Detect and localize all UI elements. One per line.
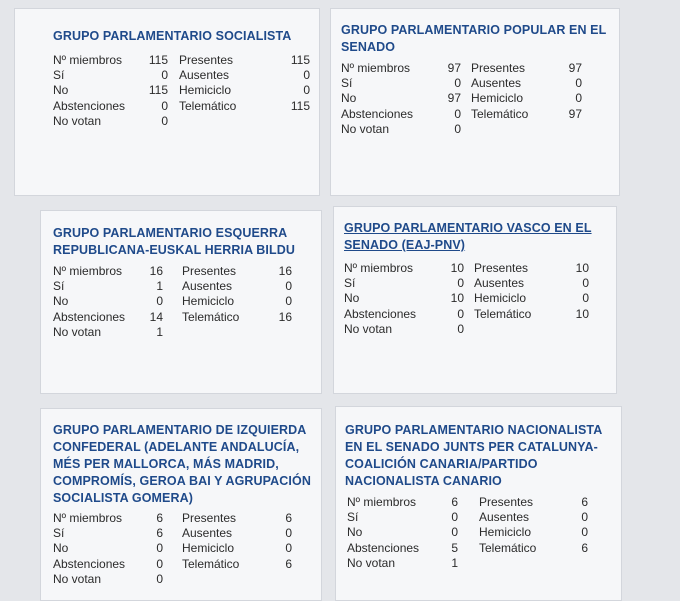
- stat-value: 97: [447, 61, 461, 75]
- stat-value: 10: [450, 261, 464, 275]
- stat-value-2: 0: [575, 91, 582, 106]
- stat-label: Nº miembros: [344, 261, 414, 275]
- stats-row: [53, 325, 315, 340]
- stat-label-2: Presentes: [182, 511, 237, 525]
- stat-value-2: 115: [290, 98, 310, 113]
- stat-label: No votan: [53, 113, 102, 128]
- stat-label-2: Ausentes: [479, 510, 530, 525]
- stat-value-2: 6: [285, 556, 292, 571]
- stat-label: No: [53, 83, 69, 98]
- stat-value-2: 6: [285, 511, 292, 525]
- stat-label-2: Telemático: [179, 98, 237, 113]
- stat-value: 6: [156, 511, 163, 525]
- stat-value-2: 0: [303, 83, 310, 98]
- stat-label-2: Hemiciclo: [182, 294, 235, 309]
- stat-label-2: Hemiciclo: [471, 91, 524, 106]
- stat-label-2: Ausentes: [474, 276, 525, 291]
- stat-label: No votan: [53, 571, 102, 586]
- stat-label-2: Ausentes: [179, 68, 230, 83]
- stat-label: Sí: [344, 276, 356, 291]
- stats-row: [53, 511, 315, 526]
- stat-value: 0: [161, 113, 168, 128]
- stat-label: No: [53, 541, 69, 556]
- stat-value-2: 115: [290, 53, 310, 67]
- stat-value-2: 16: [278, 264, 292, 278]
- stat-value-2: 0: [581, 510, 588, 525]
- group-stats: [347, 495, 613, 571]
- group-stats: [344, 261, 608, 337]
- group-card-popular: [330, 8, 620, 196]
- stat-value: 0: [454, 121, 461, 136]
- stat-value: 115: [148, 53, 168, 67]
- stat-label-2: Presentes: [182, 264, 237, 278]
- stat-label-2: Telemático: [182, 556, 240, 571]
- stat-value: 6: [451, 495, 458, 509]
- group-title[interactable]: GRUPO PARLAMENTARIO ESQUERRA REPUBLICANA-EUSKAL HERRIA BILDU: [53, 226, 295, 257]
- stat-label-2: Telemático: [479, 540, 537, 555]
- group-stats: [53, 53, 313, 129]
- stat-label-2: Ausentes: [182, 526, 233, 541]
- stat-value: 0: [457, 306, 464, 321]
- stats-row: [53, 83, 313, 98]
- stat-value: 0: [161, 98, 168, 113]
- stat-value-2: 0: [285, 541, 292, 556]
- stat-value-2: 6: [581, 540, 588, 555]
- stats-row: [344, 322, 608, 337]
- stat-label: Sí: [53, 279, 65, 294]
- stats-row: [347, 556, 613, 571]
- group-card-vasco: [333, 206, 617, 394]
- stats-row: [53, 99, 313, 114]
- stat-value: 16: [149, 264, 163, 278]
- stat-label-2: Telemático: [471, 106, 529, 121]
- stats-row: [347, 525, 613, 540]
- stat-value: 0: [457, 321, 464, 336]
- stat-label-2: Ausentes: [182, 279, 233, 294]
- stats-row: [53, 279, 315, 294]
- stat-value: 1: [156, 279, 163, 294]
- stat-value-2: 0: [582, 291, 589, 306]
- stats-row: [341, 61, 611, 76]
- stat-value: 0: [156, 571, 163, 586]
- stats-row: [341, 76, 611, 91]
- stats-row: [53, 526, 315, 541]
- stat-label-2: Presentes: [179, 53, 234, 67]
- stats-row: [53, 264, 315, 279]
- stats-row: [344, 276, 608, 291]
- stat-value-2: 0: [285, 294, 292, 309]
- stat-label: No: [347, 525, 363, 540]
- stat-value: 0: [161, 68, 168, 83]
- stats-row: [53, 68, 313, 83]
- stats-row: [344, 261, 608, 276]
- stat-value: 0: [454, 106, 461, 121]
- stats-row: [341, 122, 611, 137]
- group-stats: [53, 264, 315, 340]
- stats-row: [53, 557, 315, 572]
- stats-row: [53, 114, 313, 129]
- stat-label: No votan: [344, 321, 393, 336]
- stat-label: No: [341, 91, 357, 106]
- stat-label: Sí: [53, 68, 65, 83]
- stat-value-2: 97: [568, 61, 582, 75]
- stat-value: 10: [450, 291, 464, 306]
- stat-label-2: Hemiciclo: [479, 525, 532, 540]
- stat-value: 6: [156, 526, 163, 541]
- stats-row: [341, 107, 611, 122]
- stat-value: 0: [457, 276, 464, 291]
- stats-row: [53, 310, 315, 325]
- stat-value-2: 6: [581, 495, 588, 509]
- stat-value: 14: [149, 309, 163, 324]
- stats-row: [341, 91, 611, 106]
- stat-value-2: 0: [285, 279, 292, 294]
- stat-value: 0: [451, 510, 458, 525]
- stat-label: Abstenciones: [53, 98, 126, 113]
- stat-label-2: Telemático: [474, 306, 532, 321]
- stat-value-2: 0: [581, 525, 588, 540]
- stats-row: [344, 307, 608, 322]
- stat-label-2: Telemático: [182, 309, 240, 324]
- stat-value: 0: [454, 76, 461, 91]
- stat-value-2: 10: [575, 261, 589, 275]
- group-title[interactable]: GRUPO PARLAMENTARIO SOCIALISTA: [53, 29, 292, 43]
- group-title[interactable]: GRUPO PARLAMENTARIO VASCO EN EL SENADO (EAJ-PNV): [344, 221, 592, 252]
- stat-label: No: [344, 291, 360, 306]
- stat-value-2: 10: [575, 306, 589, 321]
- stat-label: Abstenciones: [53, 556, 126, 571]
- stat-value: 1: [156, 324, 163, 339]
- stat-label-2: Presentes: [474, 261, 529, 275]
- stat-label: Sí: [53, 526, 65, 541]
- group-card-esquerra: [40, 210, 322, 394]
- group-card-socialista: [14, 8, 320, 196]
- stat-label-2: Hemiciclo: [474, 291, 527, 306]
- stat-value: 0: [451, 525, 458, 540]
- group-card-izquierda-confederal: [40, 408, 322, 601]
- stats-row: [347, 541, 613, 556]
- stats-row: [344, 291, 608, 306]
- stat-label-2: Hemiciclo: [182, 541, 235, 556]
- stat-value-2: 97: [568, 106, 582, 121]
- stat-value-2: 0: [582, 276, 589, 291]
- stat-value: 115: [148, 83, 168, 98]
- stat-value: 0: [156, 294, 163, 309]
- stat-label: No votan: [341, 121, 390, 136]
- stat-label-2: Ausentes: [471, 76, 522, 91]
- stat-value: 5: [451, 540, 458, 555]
- stat-label: No: [53, 294, 69, 309]
- stat-value-2: 16: [278, 309, 292, 324]
- stat-value: 97: [447, 91, 461, 106]
- stats-row: [53, 541, 315, 556]
- stat-label-2: Presentes: [471, 61, 526, 75]
- stat-value: 1: [451, 555, 458, 570]
- stat-label: Sí: [347, 510, 359, 525]
- stats-row: [53, 572, 315, 587]
- group-title[interactable]: GRUPO PARLAMENTARIO DE IZQUIERDA CONFEDERAL (ADELANTE ANDALUCÍA, MÉS PER MALLORCA, MÁS MADRID, COMPROMÍS, GEROA BAI Y AGRUPACIÓN SOCIALISTA GOMERA): [53, 423, 311, 505]
- stat-value-2: 0: [285, 526, 292, 541]
- stat-label: Abstenciones: [344, 306, 417, 321]
- stats-row: [347, 510, 613, 525]
- stat-label: Nº miembros: [53, 53, 123, 67]
- stat-label: Nº miembros: [347, 495, 417, 509]
- stat-value: 0: [156, 541, 163, 556]
- group-title[interactable]: GRUPO PARLAMENTARIO NACIONALISTA EN EL SENADO JUNTS PER CATALUNYA-COALICIÓN CANARIA/PARTIDO NACIONALISTA CANARIO: [345, 423, 602, 488]
- stats-row: [53, 53, 313, 68]
- stat-value: 0: [156, 556, 163, 571]
- group-stats: [341, 61, 611, 137]
- stats-row: [53, 294, 315, 309]
- group-card-nacionalista: [335, 406, 622, 601]
- stat-label: Nº miembros: [53, 264, 123, 278]
- stat-label: No votan: [53, 324, 102, 339]
- stat-label-2: Hemiciclo: [179, 83, 232, 98]
- stat-label: Nº miembros: [53, 511, 123, 525]
- stat-label: Abstenciones: [347, 540, 420, 555]
- stats-row: [347, 495, 613, 510]
- stat-label: Abstenciones: [341, 106, 414, 121]
- stat-label-2: Presentes: [479, 495, 534, 509]
- stat-value-2: 0: [303, 68, 310, 83]
- stat-label: Nº miembros: [341, 61, 411, 75]
- stat-value-2: 0: [575, 76, 582, 91]
- group-stats: [53, 511, 315, 587]
- stat-label: No votan: [347, 555, 396, 570]
- stat-label: Abstenciones: [53, 309, 126, 324]
- stat-label: Sí: [341, 76, 353, 91]
- group-title[interactable]: GRUPO PARLAMENTARIO POPULAR EN EL SENADO: [341, 23, 607, 54]
